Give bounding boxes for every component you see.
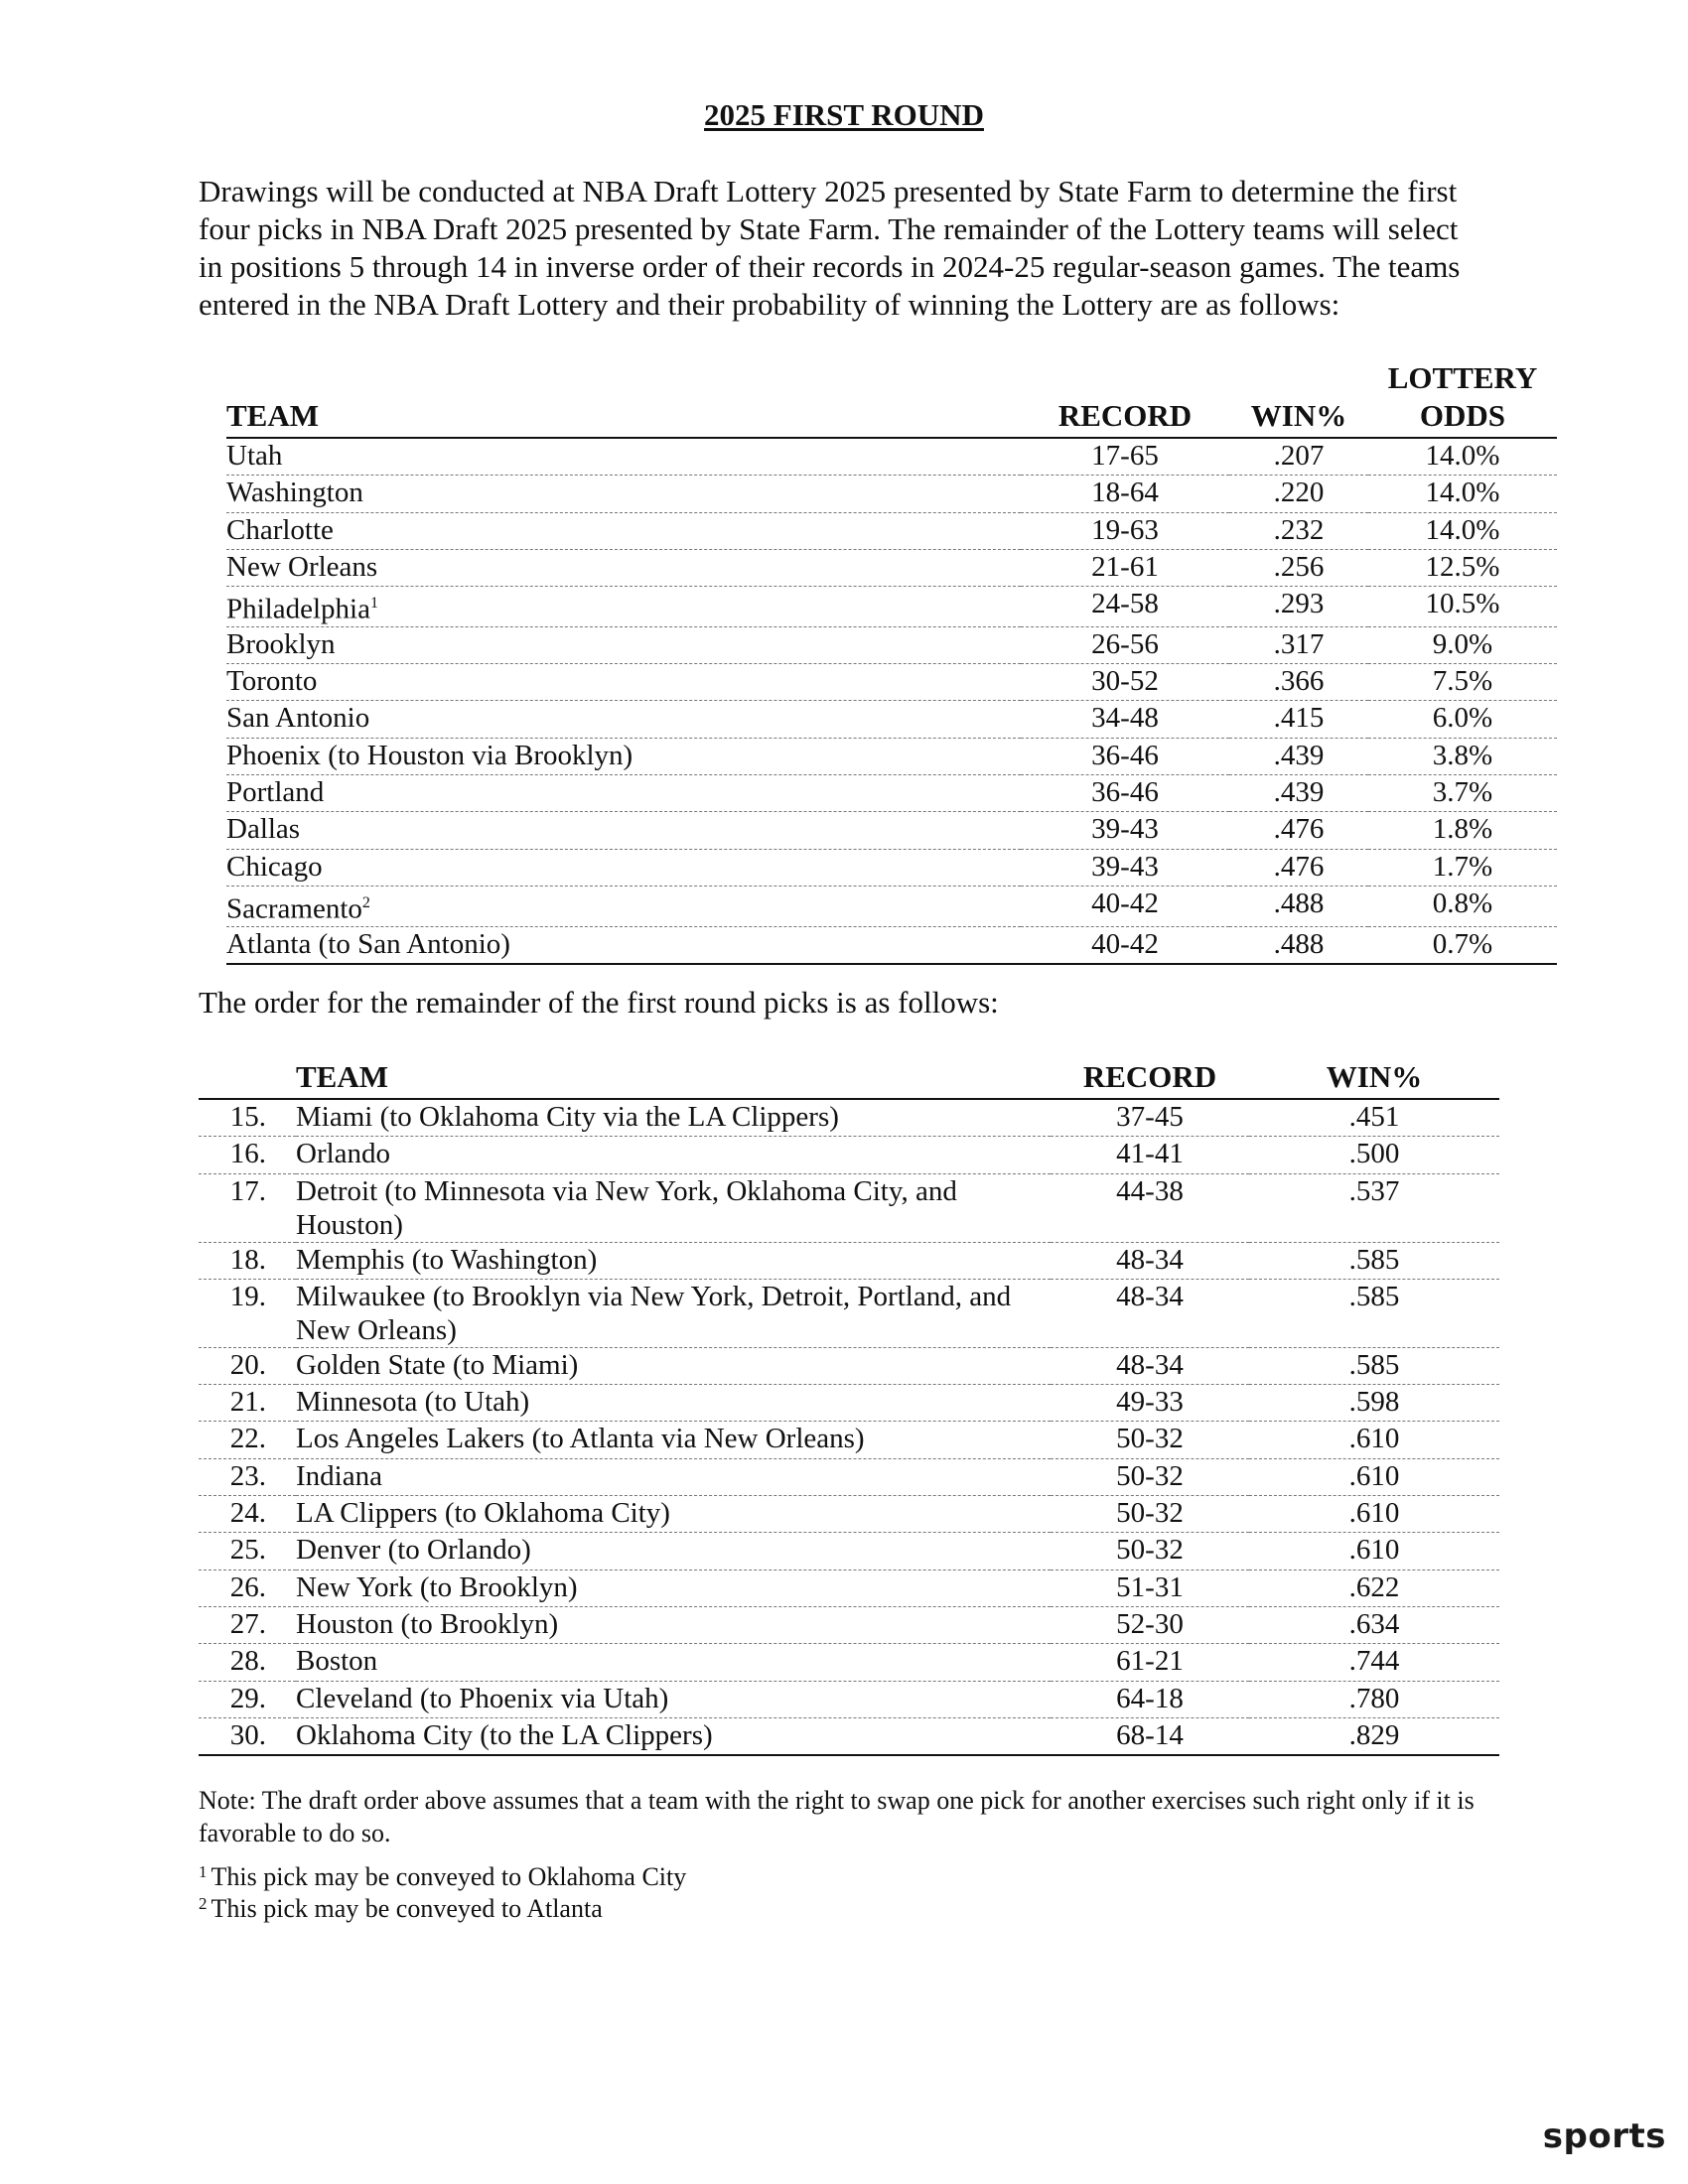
record-cell: 36-46 [1021, 738, 1229, 774]
table-row [226, 664, 1557, 701]
record-cell: 21-61 [1021, 549, 1229, 586]
record-cell: 30-52 [1021, 664, 1229, 701]
win-pct-cell: .500 [1249, 1137, 1499, 1173]
lottery-odds-cell: 9.0% [1368, 626, 1557, 663]
table-row [199, 1644, 1499, 1681]
team-cell: Orlando [296, 1137, 1051, 1173]
table-row [199, 1099, 1499, 1137]
team-name: Charlotte [226, 513, 334, 546]
record-cell: 37-45 [1051, 1099, 1249, 1137]
table-row [226, 738, 1557, 774]
win-pct-cell: .634 [1249, 1606, 1499, 1643]
team-name: Dallas [226, 813, 301, 846]
record-cell: 49-33 [1051, 1385, 1249, 1422]
footnote-1-text: This pick may be conveyed to Oklahoma City [211, 1862, 687, 1891]
win-pct-cell: .780 [1249, 1681, 1499, 1717]
win-pct-cell: .488 [1229, 926, 1368, 964]
lottery-header-team: TEAM [226, 359, 1021, 438]
team-cell: Miami (to Oklahoma City via the LA Clippers) [296, 1099, 1051, 1137]
win-pct-cell: .585 [1249, 1347, 1499, 1384]
pick-number-cell: 29. [199, 1681, 296, 1717]
footnote-2-text: This pick may be conveyed to Atlanta [211, 1894, 603, 1923]
win-pct-cell: .232 [1229, 512, 1368, 549]
lottery-header-row [226, 359, 1557, 438]
pick-number-cell: 20. [199, 1347, 296, 1384]
team-cell [226, 476, 1021, 512]
team-cell: Oklahoma City (to the LA Clippers) [296, 1717, 1051, 1755]
win-pct-cell: .829 [1249, 1717, 1499, 1755]
team-cell: Houston (to Brooklyn) [296, 1606, 1051, 1643]
order-table [199, 1058, 1499, 1756]
team-name: Chicago [226, 850, 323, 883]
table-row [199, 1279, 1499, 1347]
record-cell: 19-63 [1021, 512, 1229, 549]
team-name: Toronto [226, 665, 318, 698]
record-cell: 48-34 [1051, 1242, 1249, 1279]
record-cell: 40-42 [1021, 926, 1229, 964]
team-name: Philadelphia [226, 593, 370, 625]
table-row [199, 1570, 1499, 1606]
table-row [226, 626, 1557, 663]
lottery-header-odds [1368, 359, 1557, 438]
table-row [199, 1681, 1499, 1717]
table-row [199, 1717, 1499, 1755]
team-cell [226, 849, 1021, 886]
lottery-odds-cell: 14.0% [1368, 438, 1557, 476]
win-pct-cell: .476 [1229, 849, 1368, 886]
order-header-team: TEAM [296, 1058, 1051, 1099]
win-pct-cell: .598 [1249, 1385, 1499, 1422]
table-row [226, 886, 1557, 926]
record-cell: 40-42 [1021, 886, 1229, 926]
table-row [199, 1606, 1499, 1643]
table-row [226, 812, 1557, 849]
record-cell: 50-32 [1051, 1422, 1249, 1458]
win-pct-cell: .415 [1229, 701, 1368, 738]
win-pct-cell: .610 [1249, 1458, 1499, 1495]
pick-number-cell: 19. [199, 1279, 296, 1347]
pick-number-cell: 16. [199, 1137, 296, 1173]
win-pct-cell: .610 [1249, 1422, 1499, 1458]
intro-paragraph: Drawings will be conducted at NBA Draft Lottery 2025 presented by State Farm to determine the first four picks in NBA Draft 2025 presented by State Farm. The remainder of the Lottery teams will select in positions 5 through 14 in inverse order of their records in 2024-25 regular-season games. The teams entered in the NBA Draft Lottery and their probability of winning the Lottery are as follows: [199, 174, 1461, 322]
order-header-win: WIN% [1249, 1058, 1499, 1099]
team-name: New Orleans [226, 550, 378, 583]
record-cell: 36-46 [1021, 775, 1229, 812]
team-cell [226, 664, 1021, 701]
table-row [226, 849, 1557, 886]
lottery-header-win: WIN% [1229, 359, 1368, 438]
record-cell: 64-18 [1051, 1681, 1249, 1717]
lottery-odds-cell: 0.7% [1368, 926, 1557, 964]
team-cell [226, 701, 1021, 738]
table-row [226, 926, 1557, 964]
record-cell: 50-32 [1051, 1458, 1249, 1495]
team-cell [226, 512, 1021, 549]
pick-number-cell: 23. [199, 1458, 296, 1495]
table-row [199, 1347, 1499, 1384]
record-cell: 51-31 [1051, 1570, 1249, 1606]
record-cell: 50-32 [1051, 1533, 1249, 1570]
record-cell: 48-34 [1051, 1347, 1249, 1384]
lottery-odds-cell: 1.7% [1368, 849, 1557, 886]
record-cell: 24-58 [1021, 587, 1229, 627]
table-row [199, 1533, 1499, 1570]
lottery-table [226, 359, 1557, 965]
lottery-odds-cell: 10.5% [1368, 587, 1557, 627]
lottery-odds-cell: 3.8% [1368, 738, 1557, 774]
win-pct-cell: .439 [1229, 775, 1368, 812]
record-cell: 68-14 [1051, 1717, 1249, 1755]
table-row [199, 1137, 1499, 1173]
table-row [226, 438, 1557, 476]
record-cell: 39-43 [1021, 812, 1229, 849]
order-header-pick [199, 1058, 296, 1099]
team-cell: Minnesota (to Utah) [296, 1385, 1051, 1422]
team-cell: Cleveland (to Phoenix via Utah) [296, 1681, 1051, 1717]
record-cell: 34-48 [1021, 701, 1229, 738]
team-cell: Los Angeles Lakers (to Atlanta via New Orleans) [296, 1422, 1051, 1458]
record-cell: 50-32 [1051, 1496, 1249, 1533]
team-name: Brooklyn [226, 627, 336, 660]
win-pct-cell: .476 [1229, 812, 1368, 849]
lottery-odds-cell: 3.7% [1368, 775, 1557, 812]
team-name: Atlanta (to San Antonio) [226, 927, 510, 960]
order-header-record: RECORD [1051, 1058, 1249, 1099]
footnote-marker: 1 [369, 595, 378, 613]
team-cell: LA Clippers (to Oklahoma City) [296, 1496, 1051, 1533]
team-cell [226, 775, 1021, 812]
pick-number-cell: 17. [199, 1173, 296, 1242]
team-cell: Boston [296, 1644, 1051, 1681]
table-row [226, 512, 1557, 549]
table-row [199, 1422, 1499, 1458]
team-cell: Milwaukee (to Brooklyn via New York, Detroit, Portland, and New Orleans) [296, 1279, 1051, 1347]
win-pct-cell: .744 [1249, 1644, 1499, 1681]
record-cell: 61-21 [1051, 1644, 1249, 1681]
lottery-odds-cell: 6.0% [1368, 701, 1557, 738]
win-pct-cell: .585 [1249, 1242, 1499, 1279]
sports-logo: sports [1542, 2116, 1666, 2156]
win-pct-cell: .451 [1249, 1099, 1499, 1137]
record-cell: 26-56 [1021, 626, 1229, 663]
lottery-header-odds-line1: LOTTERY [1387, 360, 1538, 395]
team-name: Sacramento [226, 892, 362, 925]
win-pct-cell: .293 [1229, 587, 1368, 627]
pick-number-cell: 25. [199, 1533, 296, 1570]
lottery-odds-cell: 12.5% [1368, 549, 1557, 586]
lottery-header-record: RECORD [1021, 359, 1229, 438]
table-row [199, 1385, 1499, 1422]
team-name: Washington [226, 477, 363, 509]
footnote-1 [199, 1862, 686, 1892]
order-header-row [199, 1058, 1499, 1099]
note: Note: The draft order above assumes that a team with the right to swap one pick for another exercises such right only if it is favorable to do so. [199, 1786, 1475, 1847]
table-row [199, 1496, 1499, 1533]
team-cell: Indiana [296, 1458, 1051, 1495]
team-cell [226, 886, 1021, 926]
team-cell [226, 738, 1021, 774]
lottery-odds-cell: 7.5% [1368, 664, 1557, 701]
team-cell [226, 626, 1021, 663]
pick-number-cell: 18. [199, 1242, 296, 1279]
pick-number-cell: 22. [199, 1422, 296, 1458]
record-cell: 41-41 [1051, 1137, 1249, 1173]
team-cell: New York (to Brooklyn) [296, 1570, 1051, 1606]
team-cell: Memphis (to Washington) [296, 1242, 1051, 1279]
win-pct-cell: .488 [1229, 886, 1368, 926]
team-cell: Golden State (to Miami) [296, 1347, 1051, 1384]
team-cell [226, 926, 1021, 964]
lottery-odds-cell: 14.0% [1368, 512, 1557, 549]
pick-number-cell: 28. [199, 1644, 296, 1681]
team-cell [226, 549, 1021, 586]
lottery-odds-cell: 0.8% [1368, 886, 1557, 926]
team-name: Utah [226, 440, 283, 472]
win-pct-cell: .610 [1249, 1533, 1499, 1570]
win-pct-cell: .622 [1249, 1570, 1499, 1606]
win-pct-cell: .439 [1229, 738, 1368, 774]
table-row [199, 1173, 1499, 1242]
table-row [226, 775, 1557, 812]
record-cell: 18-64 [1021, 476, 1229, 512]
win-pct-cell: .366 [1229, 664, 1368, 701]
record-cell: 44-38 [1051, 1173, 1249, 1242]
pick-number-cell: 15. [199, 1099, 296, 1137]
footnote-1-mark: 1 [199, 1862, 208, 1881]
footnote-marker: 2 [361, 893, 370, 911]
page-title: 2025 FIRST ROUND [704, 97, 984, 132]
table-row [226, 549, 1557, 586]
record-cell: 52-30 [1051, 1606, 1249, 1643]
win-pct-cell: .610 [1249, 1496, 1499, 1533]
team-name: San Antonio [226, 702, 370, 735]
table-row [226, 476, 1557, 512]
table-row [226, 587, 1557, 627]
table-row [199, 1458, 1499, 1495]
pick-number-cell: 24. [199, 1496, 296, 1533]
team-cell [226, 587, 1021, 627]
lottery-odds-cell: 14.0% [1368, 476, 1557, 512]
table-row [199, 1242, 1499, 1279]
pick-number-cell: 21. [199, 1385, 296, 1422]
record-cell: 48-34 [1051, 1279, 1249, 1347]
team-name: Portland [226, 776, 325, 809]
lottery-odds-cell: 1.8% [1368, 812, 1557, 849]
footnote-2 [199, 1894, 603, 1924]
lottery-header-odds-line2: ODDS [1419, 398, 1506, 433]
team-name: Phoenix (to Houston via Brooklyn) [226, 739, 633, 771]
win-pct-cell: .585 [1249, 1279, 1499, 1347]
win-pct-cell: .220 [1229, 476, 1368, 512]
pick-number-cell: 27. [199, 1606, 296, 1643]
table-row [226, 701, 1557, 738]
win-pct-cell: .207 [1229, 438, 1368, 476]
footnote-2-mark: 2 [199, 1894, 208, 1913]
team-cell [226, 438, 1021, 476]
pick-number-cell: 30. [199, 1717, 296, 1755]
team-cell: Denver (to Orlando) [296, 1533, 1051, 1570]
team-cell: Detroit (to Minnesota via New York, Oklahoma City, and Houston) [296, 1173, 1051, 1242]
pick-number-cell: 26. [199, 1570, 296, 1606]
win-pct-cell: .256 [1229, 549, 1368, 586]
win-pct-cell: .317 [1229, 626, 1368, 663]
record-cell: 39-43 [1021, 849, 1229, 886]
team-cell [226, 812, 1021, 849]
record-cell: 17-65 [1021, 438, 1229, 476]
win-pct-cell: .537 [1249, 1173, 1499, 1242]
order-intro: The order for the remainder of the first round picks is as follows: [199, 985, 999, 1020]
